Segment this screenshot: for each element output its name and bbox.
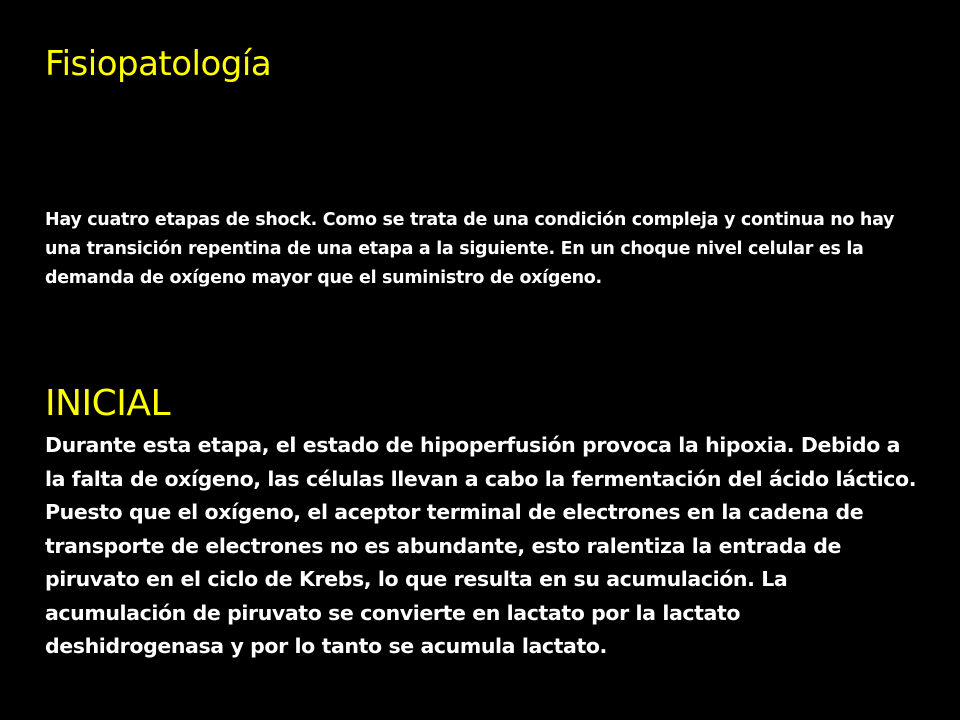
slide-title: Fisiopatología xyxy=(45,44,272,84)
intro-paragraph: Hay cuatro etapas de shock. Como se trata de una condición compleja y continua no hay una transición repentina de una etapa a la siguiente. En un choque nivel celular es la demanda de oxígeno mayor que el suministro de oxígeno. xyxy=(45,210,895,288)
stage-description: Durante esta etapa, el estado de hipoperfusión provoca la hipoxia. Debido a la falta de oxígeno, las células llevan a cabo la fermentación del ácido láctico. Puesto que el oxígeno, el aceptor terminal de electrones en la cadena de transporte de electrones no es abundante, esto ralentiza la entrada de piruvato en el ciclo de Krebs, lo que resulta en su acumulación. La acumulación de piruvato se convierte en lactato por la lactato deshidrogenasa y por lo tanto se acumula lactato. xyxy=(45,433,917,658)
stage-heading: INICIAL xyxy=(45,383,171,424)
